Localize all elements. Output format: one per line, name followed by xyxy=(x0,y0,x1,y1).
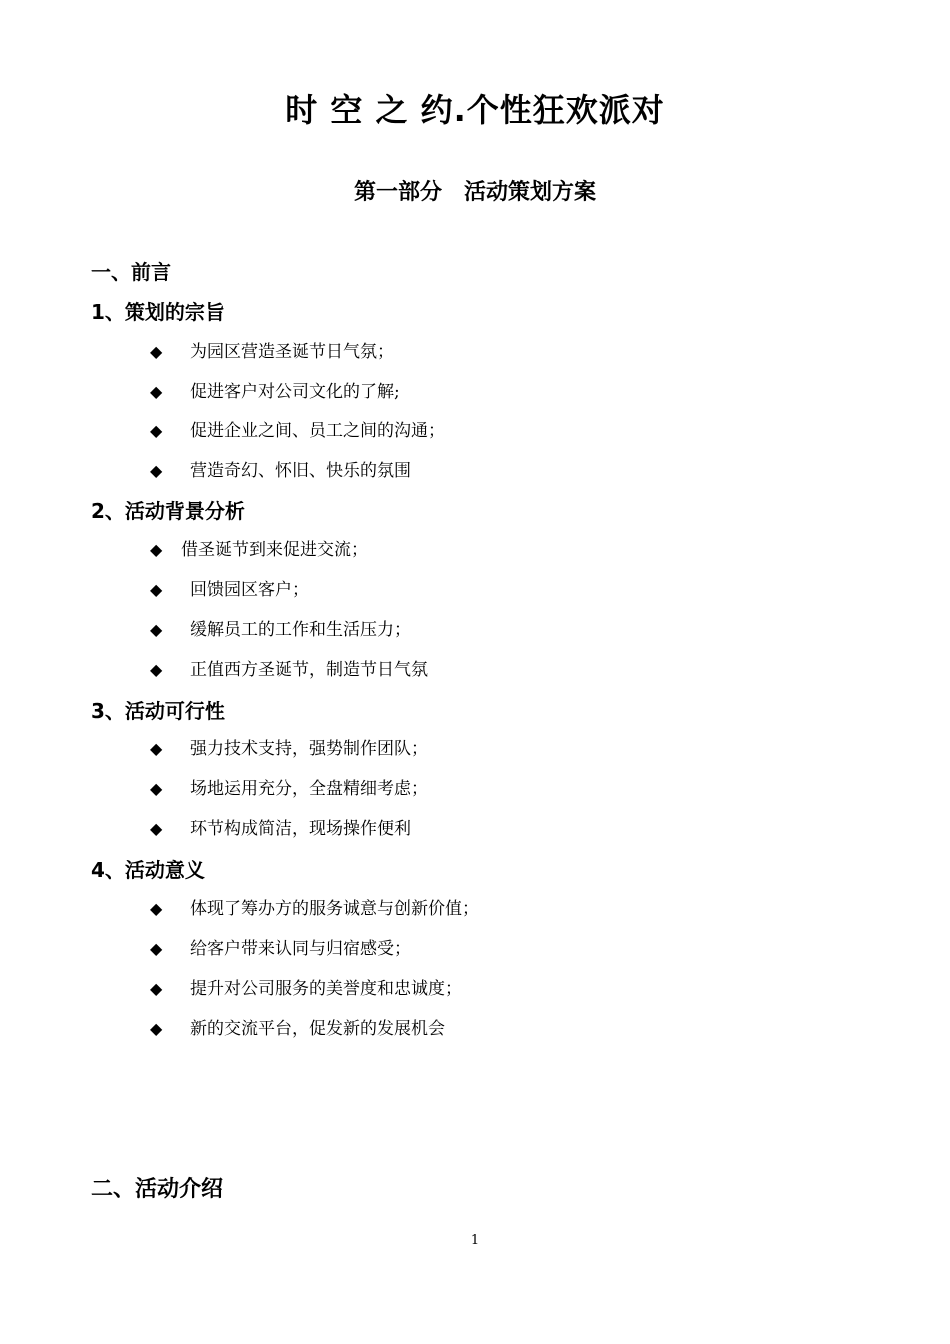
part-title xyxy=(0,178,950,208)
diamond-bullet-icon: ◆ xyxy=(150,899,163,918)
document-title: 时 空 之 约.个性狂欢派对 xyxy=(285,91,665,129)
subsection-heading-purpose: 1、策划的宗旨 xyxy=(91,300,225,324)
list-item-text: 正值西方圣诞节，制造节日气氛 xyxy=(190,660,428,680)
list-item-text: 强力技术支持，强势制作团队； xyxy=(190,739,428,759)
list-item xyxy=(150,380,400,404)
diamond-bullet-icon: ◆ xyxy=(150,421,163,440)
list-item xyxy=(150,578,309,602)
subsection-heading-feasibility: 3、活动可行性 xyxy=(91,699,225,723)
diamond-bullet-icon: ◆ xyxy=(150,660,163,679)
part-label: 第一部分 xyxy=(353,180,442,205)
list-item xyxy=(150,777,428,801)
list-item-text: 缓解员工的工作和生活压力； xyxy=(190,620,411,640)
list-item xyxy=(150,817,411,841)
list-item-text: 场地运用充分，全盘精细考虑； xyxy=(190,779,428,799)
diamond-bullet-icon: ◆ xyxy=(150,580,163,599)
diamond-bullet-icon: ◆ xyxy=(150,540,163,559)
section-heading-preface: 一、前言 xyxy=(91,260,171,284)
list-item-text: 提升对公司服务的美誉度和忠诚度； xyxy=(190,979,462,999)
list-item-text: 回馈园区客户； xyxy=(190,580,309,600)
list-item-text: 借圣诞节到来促进交流； xyxy=(181,540,368,560)
list-item-text: 新的交流平台，促发新的发展机会 xyxy=(190,1019,445,1039)
list-item-text: 给客户带来认同与归宿感受； xyxy=(190,939,411,959)
list-item xyxy=(150,897,479,921)
list-item xyxy=(150,977,462,1001)
list-item xyxy=(150,340,394,364)
subsection-heading-significance: 4、活动意义 xyxy=(91,858,205,882)
diamond-bullet-icon: ◆ xyxy=(150,939,163,958)
diamond-bullet-icon: ◆ xyxy=(150,739,163,758)
section-heading-activity-intro: 二、活动介绍 xyxy=(91,1177,224,1202)
list-item xyxy=(150,1017,445,1041)
list-item-text: 营造奇幻、怀旧、快乐的氛围 xyxy=(190,461,411,481)
list-item-text: 促进客户对公司文化的了解; xyxy=(190,382,400,402)
part-name: 活动策划方案 xyxy=(464,180,597,205)
list-item-text: 为园区营造圣诞节日气氛； xyxy=(190,342,394,362)
list-item xyxy=(150,419,445,443)
list-item-text: 促进企业之间、员工之间的沟通； xyxy=(190,421,445,441)
diamond-bullet-icon: ◆ xyxy=(150,779,163,798)
diamond-bullet-icon: ◆ xyxy=(150,342,163,361)
list-item xyxy=(150,538,368,562)
list-item-text: 环节构成简洁，现场操作便利 xyxy=(190,819,411,839)
diamond-bullet-icon: ◆ xyxy=(150,979,163,998)
list-item xyxy=(150,937,411,961)
diamond-bullet-icon: ◆ xyxy=(150,382,163,401)
subsection-heading-background: 2、活动背景分析 xyxy=(91,499,245,523)
diamond-bullet-icon: ◆ xyxy=(150,461,163,480)
diamond-bullet-icon: ◆ xyxy=(150,1019,163,1038)
list-item xyxy=(150,737,428,761)
page-number: 1 xyxy=(470,1233,480,1248)
list-item xyxy=(150,459,411,483)
diamond-bullet-icon: ◆ xyxy=(150,819,163,838)
diamond-bullet-icon: ◆ xyxy=(150,620,163,639)
list-item-text: 体现了筹办方的服务诚意与创新价值； xyxy=(190,899,479,919)
list-item xyxy=(150,658,428,682)
list-item xyxy=(150,618,411,642)
